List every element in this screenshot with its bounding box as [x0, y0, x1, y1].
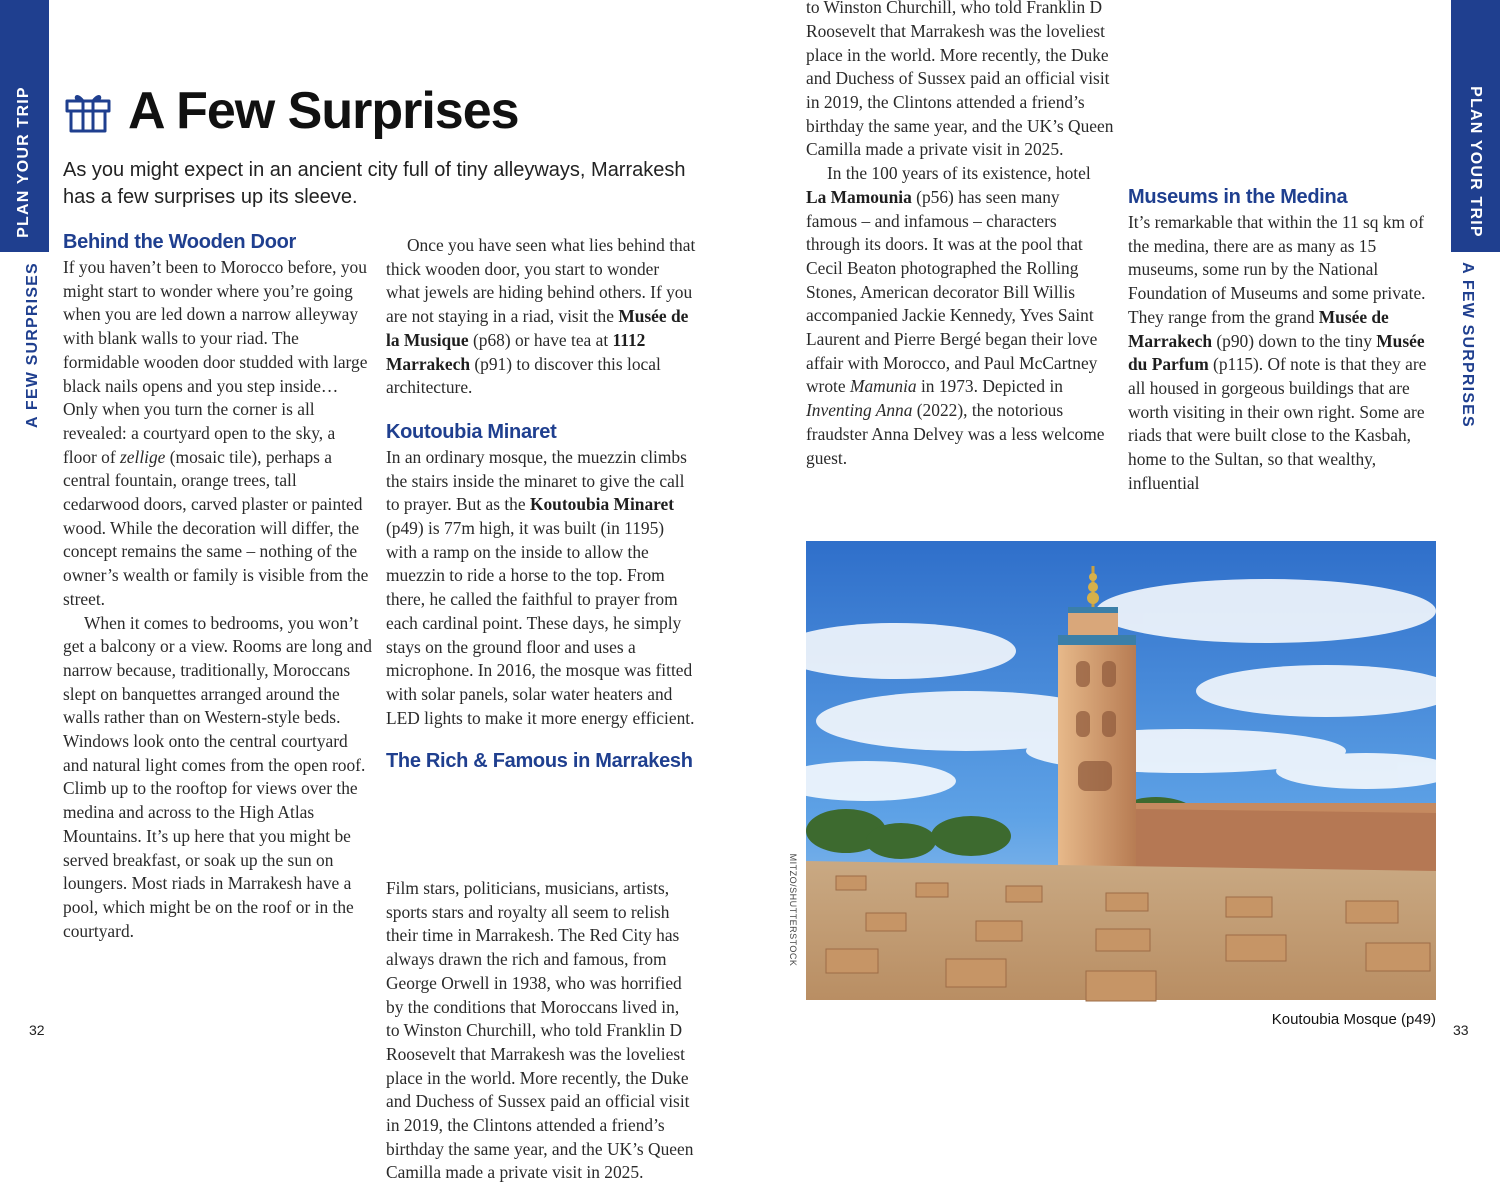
rich-famous-flow-col3: to Winston Churchill, who told Franklin D Roosevelt that Marrakesh was the loveliest place in the world. More recently, the Duke and Duchess of Sussex paid an official visit in 2019, the Clintons attended a friend’s birthday the same year, and the UK’s Queen Camilla made a private visit in 2025. In the 100 years of its existence, hotel La Mamounia (p56) has seen many famous – and infamous – characters through its doors. It was at the pool that Cecil Beaton photographed the Rolling Stones, American decorator Bill Willis accompanied Jackie Kennedy, Yves Saint Laurent and Pierre Bergé began their love affair with Morocco, and Paul McCartney wrote Mamunia in 1973. Depicted in Inventing Anna (2022), the notorious fraudster Anna Delvey was a less welcome guest.: [806, 43, 1111, 518]
page-number-left: 32: [29, 1022, 45, 1038]
heading-wooden-door: Behind the Wooden Door: [63, 231, 297, 253]
museums-paragraph: It’s remarkable that within the 11 sq km of the medina, there are as many as 15 museums, some run by the National Foundation of Museums and some private. They range from the grand Musée de Marrakech (p90) down to the tiny Musée du Parfum (p115). Of note is that they are all housed in gorgeous buildings that are worth visiting in their own right. Some are riads that were built close to the Kasbah, home to the Sultan, so that wealthy, influential: [1128, 212, 1427, 493]
koutoubia-mosque-photo: [806, 541, 1436, 1000]
rich-famous-paragraph-2: In the 100 years of its existence, hotel La Mamounia (p56) has seen many famous – and infamous – characters through its doors. It was at the pool that Cecil Beaton photographed the Rolling Stones, American decorator Bill Willis accompanied Jackie Kennedy, Yves Saint Laurent and Pierre Bergé began their love affair with Morocco, and Paul McCartney wrote Mamunia in 1973. Depicted in Inventing Anna (2022), the notorious fraudster Anna Delvey was a less welcome guest.: [806, 163, 1105, 468]
heading-koutoubia: Koutoubia Minaret: [386, 420, 557, 443]
wooden-door-paragraph-2: When it comes to bedrooms, you won’t get a balcony or a view. Rooms are long and narrow because, traditionally, Moroccans slept on banquettes arranged around the walls rather than on Western-style beds. Windows look onto the central courtyard and natural light comes from the open roof. Climb up to the rooftop for views over the medina and across to the High Atlas Mountains. It’s up here that you might be served breakfast, or soak up the sun on loungers. Most riads in Marrakesh have a pool, which might be on the roof or in the courtyard.: [63, 612, 372, 941]
page-number-right: 33: [1453, 1022, 1469, 1038]
photo-credit: MITZO/SHUTTERSTOCK: [788, 853, 798, 967]
right-section-tab-label: PLAN YOUR TRIP: [1467, 86, 1484, 238]
column-2: [386, 234, 696, 775]
rich-famous-flow-col4: [1128, 43, 1438, 161]
rich-famous-paragraph-1: Film stars, politicians, musicians, artists, sports stars and royalty all seem to relish their time in Marrakesh. The Red City has always drawn the rich and famous, from George Orwell in 1938, who was horrified by the conditions that Moroccans lived in, to Winston Churchill, who told Franklin D Roosevelt that Marrakesh was the loveliest place in the world. More recently, the Duke and Duchess of Sussex paid an official visit in 2019, the Clintons attended a friend’s birthday the same year, and the UK’s Queen Camilla made a private visit in 2025.: [386, 878, 694, 1183]
intro-text: As you might expect in an ancient city full of tiny alleyways, Marrakesh has a few surprises up its sleeve.: [63, 159, 686, 208]
left-chapter-tab-label: A FEW SURPRISES: [24, 262, 41, 428]
heading-rich-famous: The Rich & Famous in Marrakesh: [386, 750, 693, 773]
wooden-door-paragraph-3: Once you have seen what lies behind that thick wooden door, you start to wonder what jewels are hiding behind others. If you are not staying in a riad, visit the Musée de la Musique (p68) or have tea at 1112 Marrakech (p91) to discover this local architecture.: [386, 235, 696, 398]
right-chapter-tab-label: A FEW SURPRISES: [1459, 262, 1476, 428]
column-4: [1128, 184, 1438, 495]
left-section-tab-label: PLAN YOUR TRIP: [15, 86, 32, 238]
column-1: [63, 229, 373, 943]
gift-icon: [63, 85, 113, 135]
koutoubia-paragraph: In an ordinary mosque, the muezzin climbs the stairs inside the minaret to give the call to prayer. But as the Koutoubia Minaret (p49) is 77m high, it was built (in 1195) with a ramp on the inside to allow the muezzin to ride a horse to the top. From there, he called the faithful to prayer from each cardinal point. These days, he simply stays on the ground floor and uses a microphone. In 2016, the mosque was fitted with solar panels, solar water heaters and LED lights to make it more energy efficient.: [386, 446, 695, 728]
wooden-door-paragraph-1: If you haven’t been to Morocco before, you might start to wonder where you’re going when you are led down a narrow alleyway with blank walls to your riad. The formidable wooden door studded with large black nails opens and you step inside… Only when you turn the corner is all revealed: a courtyard open to the sky, a floor of zellige (mosaic tile), perhaps a central fountain, orange trees, tall cedarwood doors, carved plaster or painted wood. While the decoration will differ, the concept remains the same – nothing of the owner’s wealth or family is visible from the street.: [63, 257, 369, 609]
page-title: A Few Surprises: [128, 82, 519, 140]
heading-museums: Museums in the Medina: [1128, 186, 1348, 208]
rich-famous-flow-col2: [386, 877, 696, 1183]
photo-caption: Koutoubia Mosque (p49): [1271, 1011, 1436, 1028]
